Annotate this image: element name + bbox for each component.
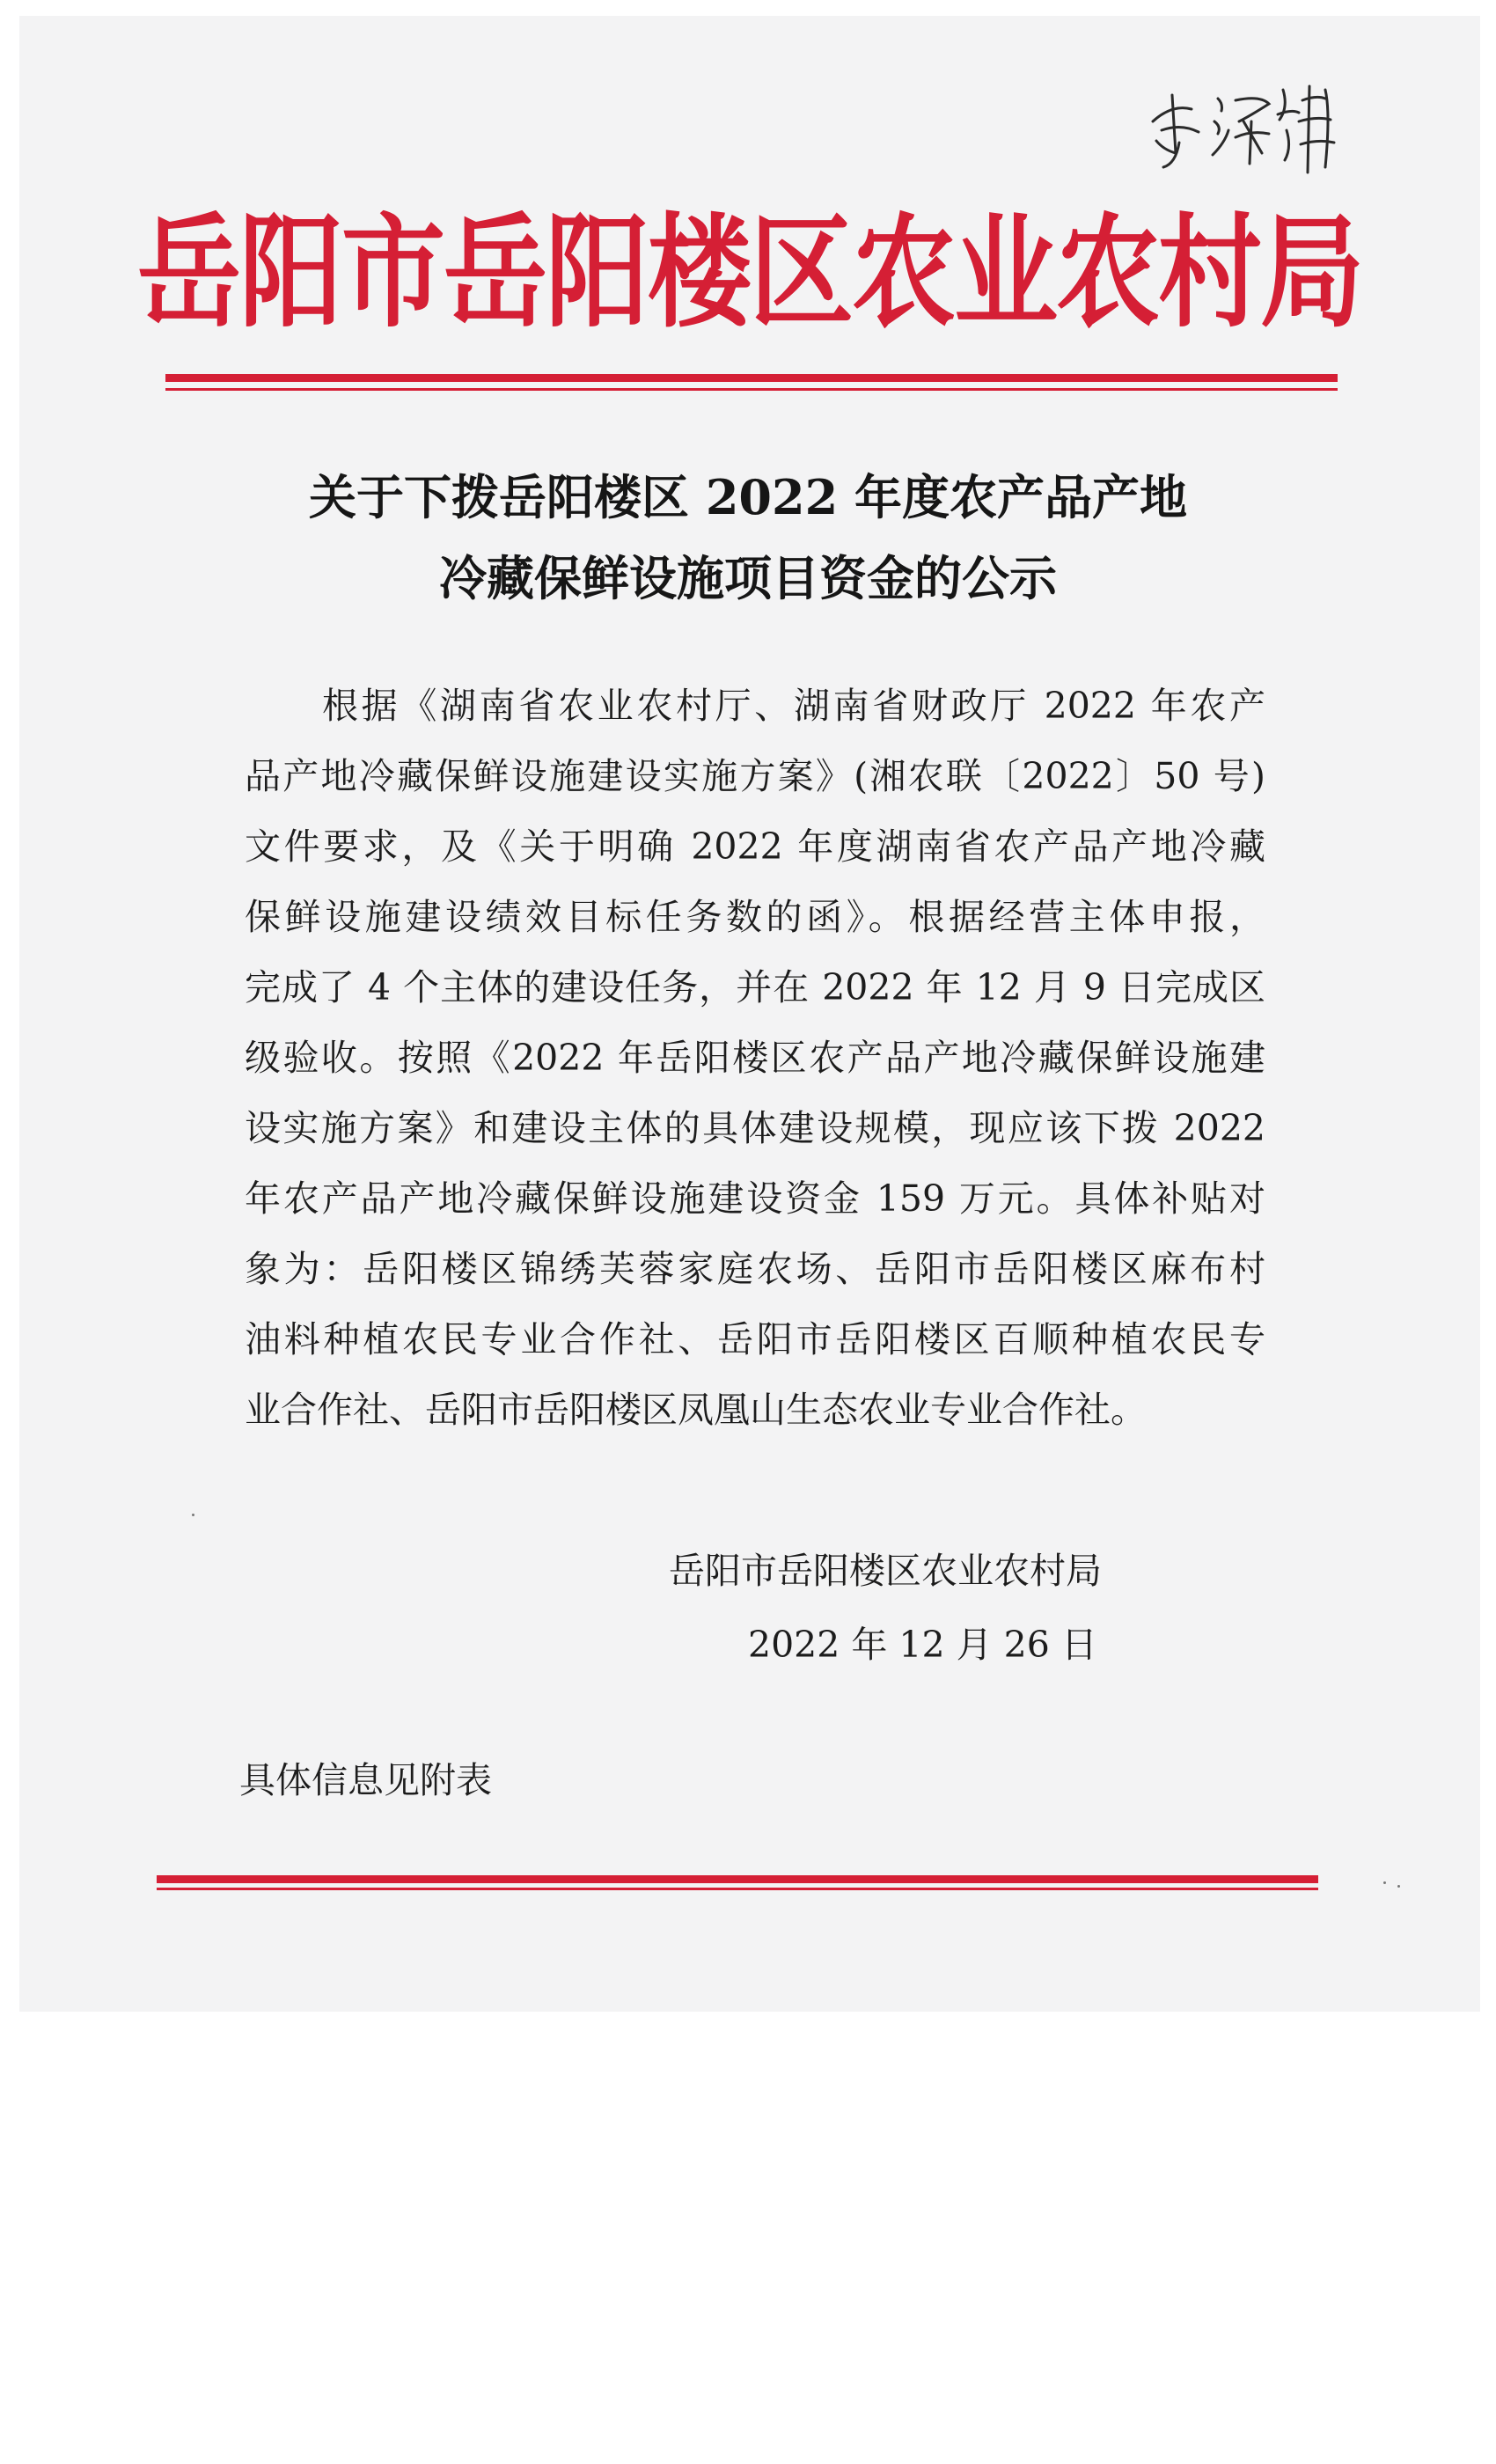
body-line: 完成了 4 个主体的建设任务，并在 2022 年 12 月 9 日完成区 [245,966,1265,1008]
body-line: 保鲜设施建设绩效目标任务数的函》。根据经营主体申报， [245,896,1265,938]
body-line: 设实施方案》和建设主体的具体建设规模，现应该下拨 2022 [245,1107,1265,1149]
issue-date: 2022 年 12 月 26 日 [748,1624,1097,1666]
header-divider-thick [165,374,1338,382]
scan-speck [192,1514,194,1516]
attachment-note: 具体信息见附表 [239,1759,492,1801]
handwritten-signature [1137,69,1348,183]
issuer-signature-block: 岳阳市岳阳楼区农业农村局 [669,1550,1102,1592]
body-line: 根据《湖南省农业农村厅、湖南省财政厅 2022 年农产 [322,685,1265,727]
footer-divider-thick [157,1875,1318,1883]
document-title-line-1: 关于下拨岳阳楼区 2022 年度农产品产地 [309,469,1187,525]
body-line: 级验收。按照《2022 年岳阳楼区农产品产地冷藏保鲜设施建 [245,1037,1265,1079]
document-title-line-2: 冷藏保鲜设施项目资金的公示 [439,550,1057,606]
body-line: 年农产品产地冷藏保鲜设施建设资金 159 万元。具体补贴对 [245,1177,1265,1220]
body-line: 象为：岳阳楼区锦绣芙蓉家庭农场、岳阳市岳阳楼区麻布村 [245,1248,1265,1290]
footer-divider-thin [157,1888,1318,1890]
agency-header: 岳阳市岳阳楼区农业农村局 [136,200,1362,345]
scan-speck [1383,1881,1386,1884]
body-paragraph [245,671,1265,1445]
body-line: 文件要求，及《关于明确 2022 年度湖南省农产品产地冷藏 [245,825,1265,868]
body-line: 业合作社、岳阳市岳阳楼区凤凰山生态农业专业合作社。 [245,1389,1147,1431]
body-line: 油料种植农民专业合作社、岳阳市岳阳楼区百顺种植农民专 [245,1318,1265,1360]
header-divider-thin [165,388,1338,391]
body-line: 品产地冷藏保鲜设施建设实施方案》(湘农联〔2022〕50 号) [245,755,1265,797]
scan-speck [1397,1885,1400,1888]
